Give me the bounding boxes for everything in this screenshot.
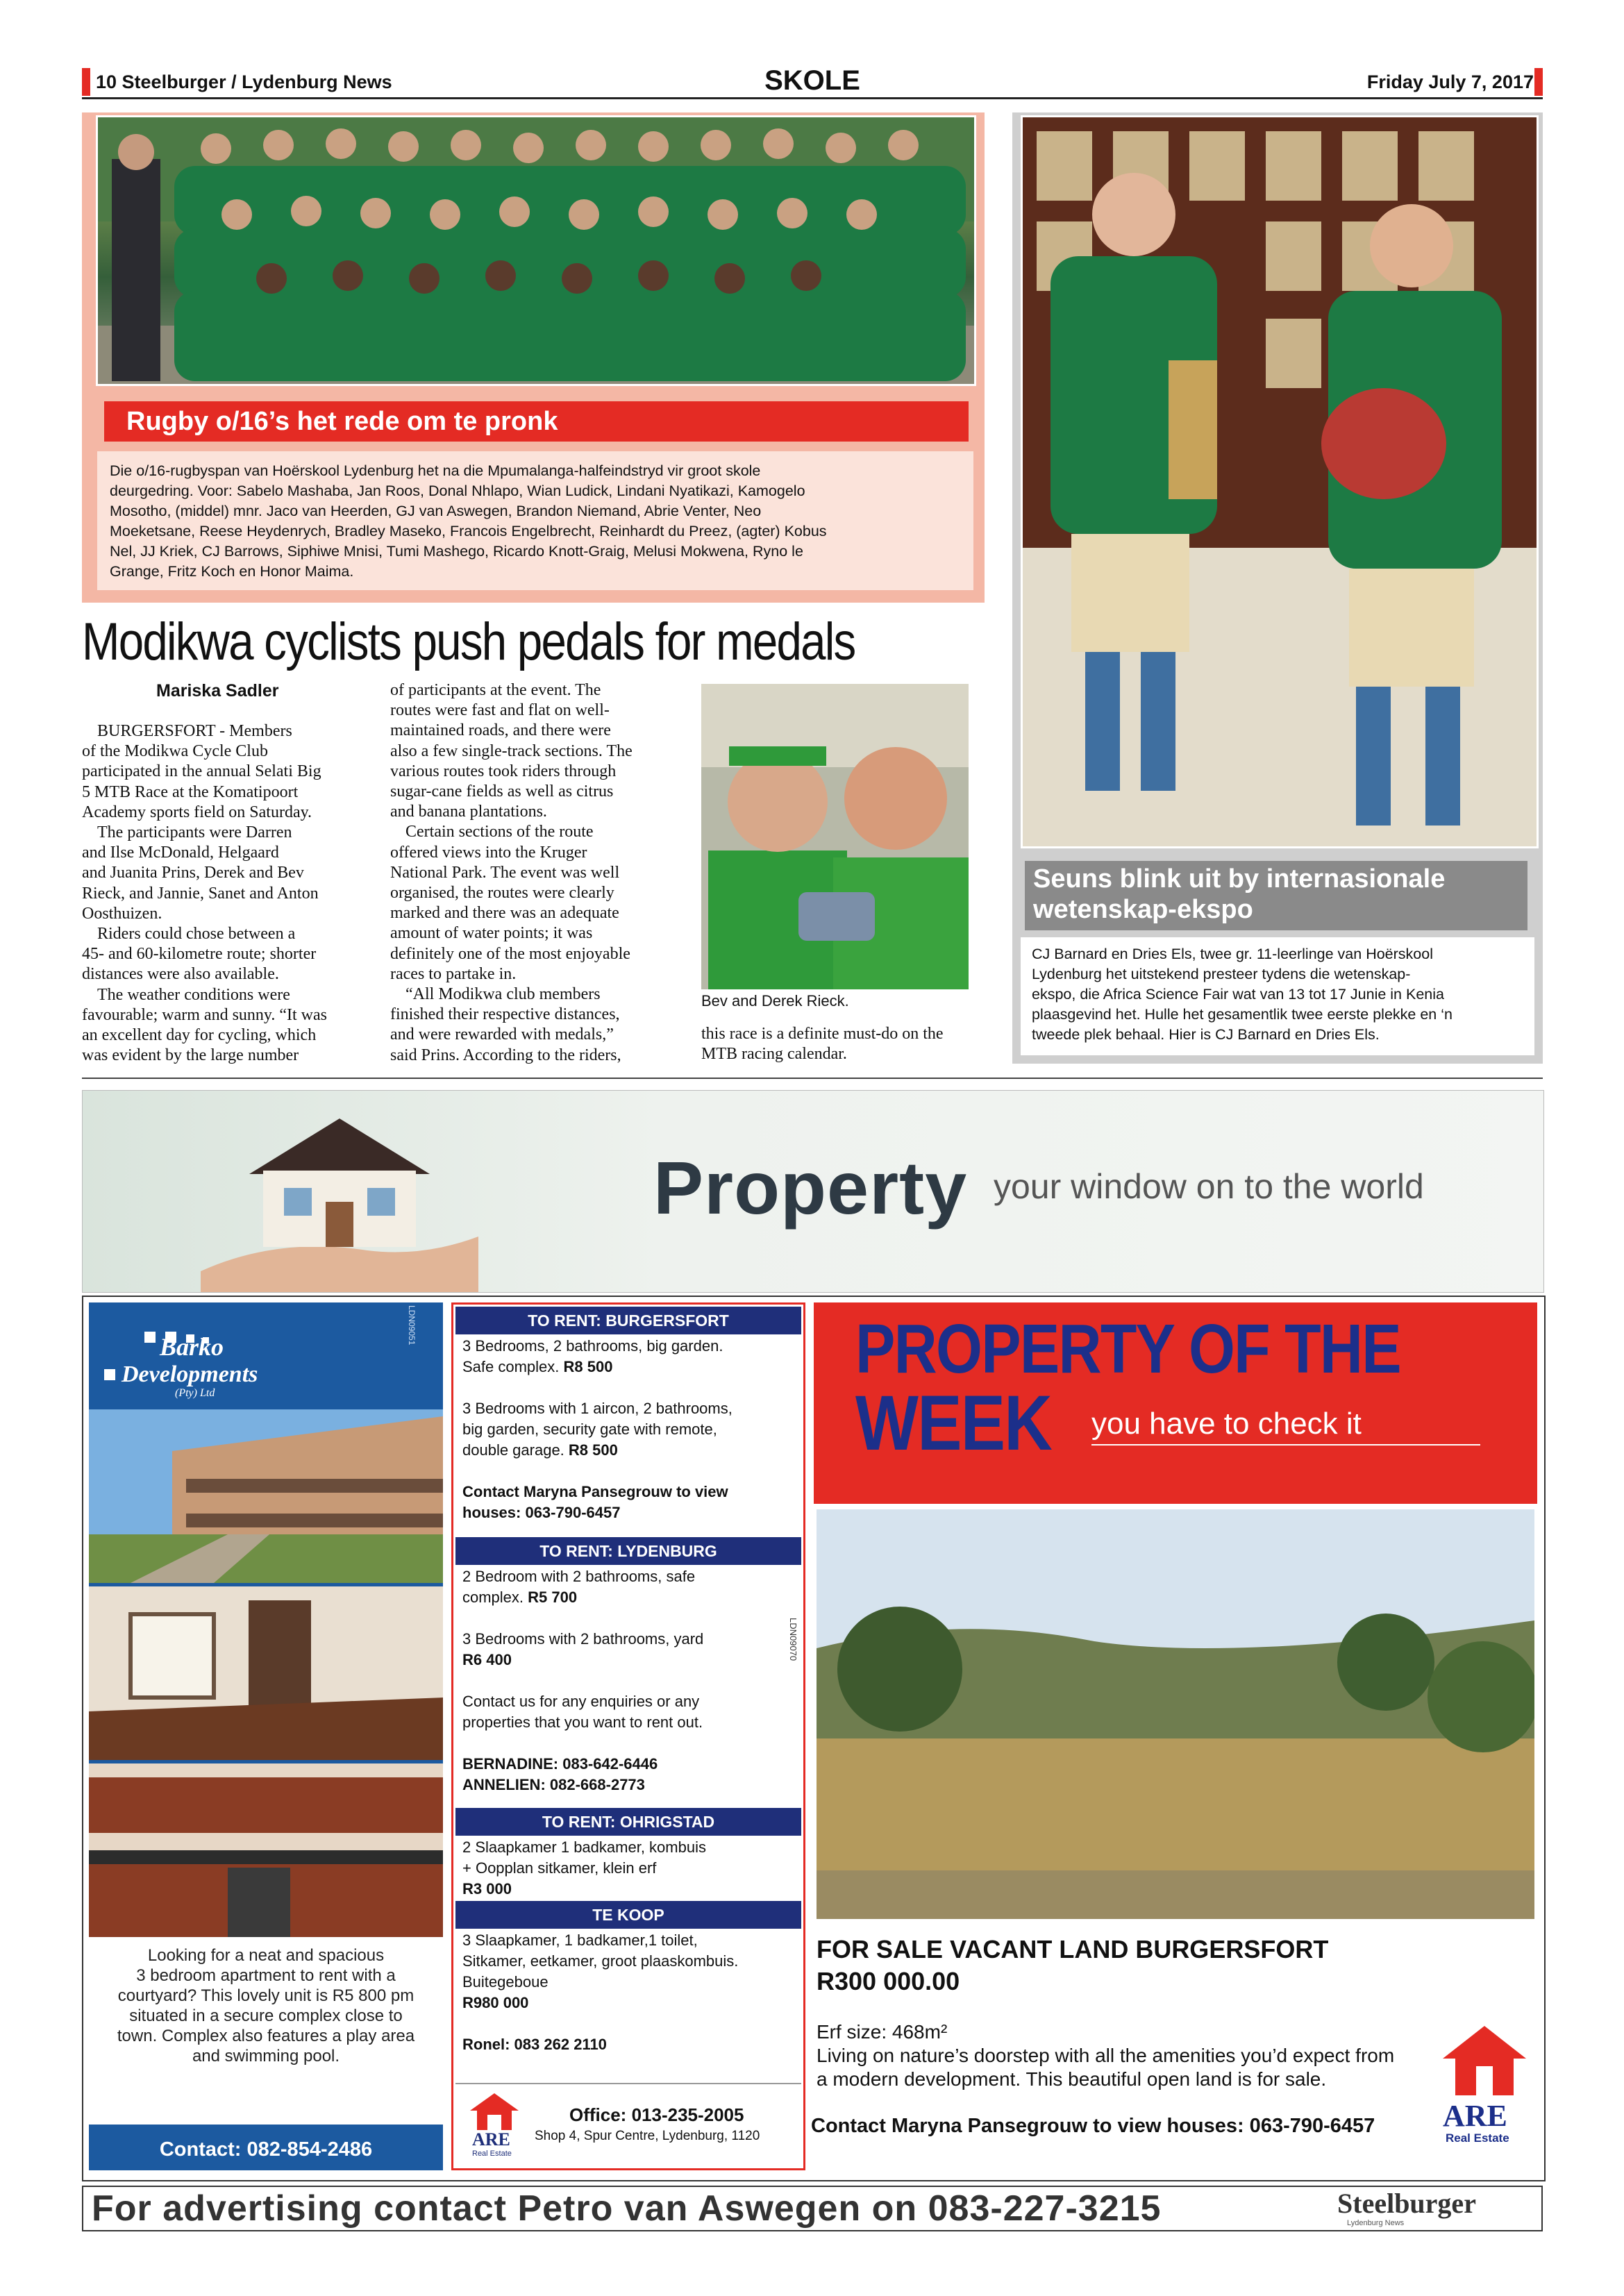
article-line: sugar-cane fields as well as citrus [390, 782, 614, 801]
article-line: MTB racing calendar. [701, 1045, 847, 1064]
rent-line: Safe complex. R8 500 [462, 1358, 613, 1375]
rent-line [462, 1733, 796, 1754]
rent-line: properties that you want to rent out. [462, 1713, 703, 1731]
barko-desc-line: and swimming pool. [192, 2047, 340, 2065]
header-date: Friday July 7, 2017 [1366, 72, 1534, 92]
article-line: The participants were Darren [97, 823, 292, 842]
rent-lydenburg-header: TO RENT: LYDENBURG [455, 1537, 801, 1565]
expo-title-line: Seuns blink uit by internasionale [1033, 864, 1446, 894]
are-house-icon [1436, 2020, 1533, 2097]
article-line: Rieck, and Jannie, Sanet and Anton [82, 884, 319, 903]
vacant-land-photo [817, 1509, 1534, 1919]
rent-line: 3 Bedrooms with 1 aircon, 2 bathrooms, [462, 1400, 733, 1417]
barko-desc-line: town. Complex also features a play area [117, 2027, 415, 2045]
article-line: Academy sports field on Saturday. [82, 803, 312, 821]
rent-line: Sitkamer, eetkamer, groot plaaskombuis. [462, 1952, 739, 1970]
caption-line: tweede plek behaal. Hier is CJ Barnard en Dries Els. [1032, 1026, 1380, 1043]
article-line: 45- and 60-kilometre route; shorter [82, 945, 317, 964]
caption-line: CJ Barnard en Dries Els, twee gr. 11-leerlinge van Hoërskool [1032, 946, 1433, 962]
interior-illustration [89, 1586, 443, 1760]
rentals-address: Shop 4, Spur Centre, Lydenburg, 1120 [535, 2129, 760, 2143]
barko-brand-2: Developments [122, 1361, 258, 1387]
article-line: distances were also available. [82, 965, 279, 984]
rugby-caption [110, 461, 971, 582]
article-column-1 [82, 701, 374, 1066]
barko-desc-line: 3 bedroom apartment to rent with a [136, 1966, 396, 1985]
potw-logo-sub: Real Estate [1446, 2131, 1509, 2145]
rent-line: Contact us for any enquiries or any [462, 1693, 700, 1710]
potw-sale-title: FOR SALE VACANT LAND BURGERSFORT [817, 1935, 1329, 1963]
rugby-team-illustration [98, 117, 974, 384]
article-line: The weather conditions were [97, 985, 290, 1004]
section-divider [82, 1078, 1543, 1079]
cyclists-illustration [701, 684, 969, 989]
barko-desc-line: courtyard? This lovely unit is R5 800 pm [117, 1986, 415, 2005]
article-line: routes were fast and flat on well- [390, 701, 610, 720]
section-title: SKOLE [764, 65, 860, 96]
article-line: Oosthuizen. [82, 904, 162, 923]
caption-line: deurgedring. Voor: Sabelo Mashaba, Jan Roos, Donal Nhlapo, Wian Ludick, Lindani Nyatikazi, Kamogelo [110, 483, 805, 499]
te-koop-header: TE KOOP [455, 1901, 801, 1929]
barko-contact: Contact: 082-854-2486 [159, 2138, 373, 2161]
article-line: said Prins. According to the riders, [390, 1046, 621, 1064]
rent-line: Ronel: 083 262 2110 [462, 2036, 607, 2053]
potw-description [817, 2044, 1394, 2091]
potw-price: R300 000.00 [817, 1967, 960, 1995]
potw-title-2: WEEK [855, 1380, 1052, 1466]
potw-erf-size: Erf size: 468m² [817, 2021, 948, 2043]
barko-description [89, 1945, 443, 2066]
rent-line: R6 400 [462, 1651, 512, 1668]
rent-burgersfort-list [462, 1336, 796, 1523]
barko-building-photo [89, 1409, 443, 1583]
barko-desc-line: situated in a secure complex close to [129, 2006, 403, 2025]
caption-line: Nel, JJ Kriek, CJ Barrows, Siphiwe Mnisi, Tumi Mashego, Ricardo Knott-Graig, Melusi Mokwena, Ryno le [110, 543, 803, 560]
article-line: Certain sections of the route [405, 823, 594, 841]
article-line: an excellent day for cycling, which [82, 1026, 317, 1045]
article-line: Riders could chose between a [97, 925, 296, 944]
property-banner-title: Property [653, 1146, 968, 1230]
cyclists-headline: Modikwa cyclists push pedals for medals [82, 612, 855, 671]
footer-text: For advertising contact Petro van Aswegen on 083-227-3215 [92, 2188, 1162, 2229]
article-line: maintained roads, and there were [390, 721, 611, 740]
expo-title [1033, 864, 1445, 925]
article-line: BURGERSFORT - Members [97, 722, 292, 740]
article-line: organised, the routes were clearly [390, 884, 614, 903]
barko-brand-square [104, 1369, 115, 1380]
rent-line: R3 000 [462, 1880, 512, 1897]
potw-desc-line: a modern development. This beautiful open land is for sale. [817, 2068, 1327, 2090]
are-house-icon [467, 2090, 522, 2131]
rent-line: double garage. R8 500 [462, 1441, 618, 1459]
article-line: various routes took riders through [390, 762, 617, 780]
rugby-headline: Rugby o/16’s het rede om te pronk [126, 407, 558, 436]
caption-line: Mosotho, (middel) mnr. Jaco van Heerden, GJ van Aswegen, Brandon Niemand, Abrie Venter, Neo [110, 503, 762, 519]
article-line: of the Modikwa Cycle Club [82, 742, 268, 761]
article-line: “All Modikwa club members [405, 985, 601, 1004]
caption-line: plaasgevind het. Hulle het gesamentlik twee eerste plekke en ‘n [1032, 1006, 1453, 1023]
barko-brand-3: (Pty) Ltd [175, 1387, 215, 1399]
article-line: this race is a definite must-do on the [701, 1025, 944, 1043]
article-line: participated in the annual Selati Big [82, 762, 321, 781]
rent-line: + Oopplan sitkamer, klein erf [462, 1859, 657, 1877]
article-line: finished their respective distances, [390, 1005, 620, 1024]
potw-title-1: PROPERTY OF THE [855, 1310, 1400, 1388]
property-banner-tagline: your window on to the world [994, 1167, 1424, 1206]
vacant-land-illustration [817, 1509, 1534, 1919]
caption-line: Die o/16-rugbyspan van Hoërskool Lydenburg het na die Mpumalanga-halfeindstryd vir groot skole [110, 462, 761, 479]
article-line: amount of water points; it was [390, 924, 593, 943]
footer-logo-sub: Lydenburg News [1347, 2219, 1405, 2227]
rentals-footer-rule [455, 2083, 801, 2084]
rent-line: 3 Slaapkamer, 1 badkamer,1 toilet, [462, 1932, 698, 1949]
rent-line: 3 Bedrooms, 2 bathrooms, big garden. [462, 1337, 723, 1355]
rent-line [462, 2013, 796, 2034]
rugby-team-photo [96, 115, 976, 386]
article-line: favourable; warm and sunny. “It was [82, 1005, 327, 1024]
te-koop-list [462, 1930, 796, 2055]
rent-line: 2 Bedroom with 2 bathrooms, safe [462, 1568, 696, 1585]
barko-desc-line: Looking for a neat and spacious [147, 1946, 385, 1965]
rent-line: BERNADINE: 083-642-6446 [462, 1755, 658, 1773]
rent-ohrigstad-header: TO RENT: OHRIGSTAD [455, 1808, 801, 1836]
cyclists-photo [701, 684, 969, 989]
property-banner [82, 1090, 1544, 1293]
article-line: of participants at the event. The [390, 681, 601, 699]
rent-line: big garden, security gate with remote, [462, 1421, 717, 1438]
header-right-marker [1534, 68, 1543, 96]
potw-tagline: you have to check it [1091, 1407, 1362, 1441]
byline: Mariska Sadler [156, 681, 279, 701]
caption-line: Grange, Fritz Koch en Honor Maima. [110, 563, 354, 580]
rent-line [462, 1608, 796, 1629]
rent-line: 3 Bedrooms with 2 bathrooms, yard [462, 1630, 704, 1648]
article-line: 5 MTB Race at the Komatipoort [82, 782, 299, 801]
rent-line: Contact Maryna Pansegrouw to view [462, 1483, 728, 1500]
caption-line: Moeketsane, Reese Heydenrych, Bradley Maseko, Francois Engelbrecht, Reinhardt du Preez, (agter) Kobus [110, 523, 827, 539]
barko-ad-code: LDN09051 [407, 1305, 417, 1346]
barko-interior-photo [89, 1586, 443, 1760]
barko-brand-1: Barko [160, 1333, 224, 1361]
article-line [82, 701, 374, 721]
article-line: National Park. The event was well [390, 863, 620, 882]
header-rule [82, 97, 1543, 99]
article-line: and Juanita Prins, Derek and Bev [82, 864, 304, 882]
rentals-logo-sub: Real Estate [472, 2150, 512, 2158]
footer-logo: Steelburger [1337, 2188, 1476, 2219]
article-line: offered views into the Kruger [390, 843, 587, 862]
rentals-logo: ARE [472, 2129, 510, 2150]
kitchen-illustration [89, 1763, 443, 1937]
house-in-hand-icon [194, 1098, 485, 1292]
rent-burgersfort-header: TO RENT: BURGERSFORT [455, 1307, 801, 1334]
article-line: and Ilse McDonald, Helgaard [82, 844, 279, 862]
potw-desc-line: Living on nature’s doorstep with all the amenities you’d expect from [817, 2045, 1395, 2066]
cyclists-photo-caption: Bev and Derek Rieck. [701, 992, 849, 1009]
rentals-ad-code: LDN09070 [788, 1618, 798, 1661]
header-left-marker [82, 68, 90, 96]
expo-illustration [1023, 117, 1537, 846]
rent-line: Buitegeboue [462, 1973, 549, 1991]
rentals-office: Office: 013-235-2005 [569, 2104, 744, 2125]
rent-lydenburg-list [462, 1566, 796, 1795]
potw-logo: ARE [1443, 2099, 1507, 2133]
potw-contact: Contact Maryna Pansegrouw to view houses: 063-790-6457 [811, 2115, 1375, 2137]
rent-line: houses: 063-790-6457 [462, 1504, 621, 1521]
rent-line [462, 1670, 796, 1691]
rent-line: complex. R5 700 [462, 1589, 578, 1606]
rent-line [462, 1461, 796, 1482]
caption-line: ekspo, die Africa Science Fair wat van 13 tot 17 Junie in Kenia [1032, 986, 1444, 1003]
barko-kitchen-photo [89, 1763, 443, 1937]
rent-line: ANNELIEN: 082-668-2773 [462, 1776, 645, 1793]
expo-caption [1032, 944, 1532, 1045]
article-line: races to partake in. [390, 964, 517, 983]
rent-line [462, 1377, 796, 1398]
article-line: marked and there was an adequate [390, 904, 619, 923]
rent-line: R980 000 [462, 1994, 529, 2011]
article-line: and were rewarded with medals,” [390, 1025, 614, 1044]
article-column-2 [390, 680, 682, 1066]
article-line: and banana plantations. [390, 803, 547, 821]
rent-line: 2 Slaapkamer 1 badkamer, kombuis [462, 1838, 706, 1856]
expo-photo [1021, 115, 1539, 848]
building-illustration [89, 1409, 443, 1583]
article-line: definitely one of the most enjoyable [390, 944, 630, 963]
expo-title-line: wetenskap-ekspo [1033, 895, 1253, 924]
rent-ohrigstad-list [462, 1837, 796, 1900]
potw-tagline-rule [1091, 1444, 1480, 1446]
article-line: also a few single-track sections. The [390, 741, 633, 760]
article-column-3 [701, 1024, 979, 1064]
header-left-text: 10 Steelburger / Lydenburg News [96, 72, 392, 92]
article-line: was evident by the large number [82, 1046, 299, 1065]
caption-line: Lydenburg het uitstekend presteer tydens die wetenskap- [1032, 966, 1411, 982]
